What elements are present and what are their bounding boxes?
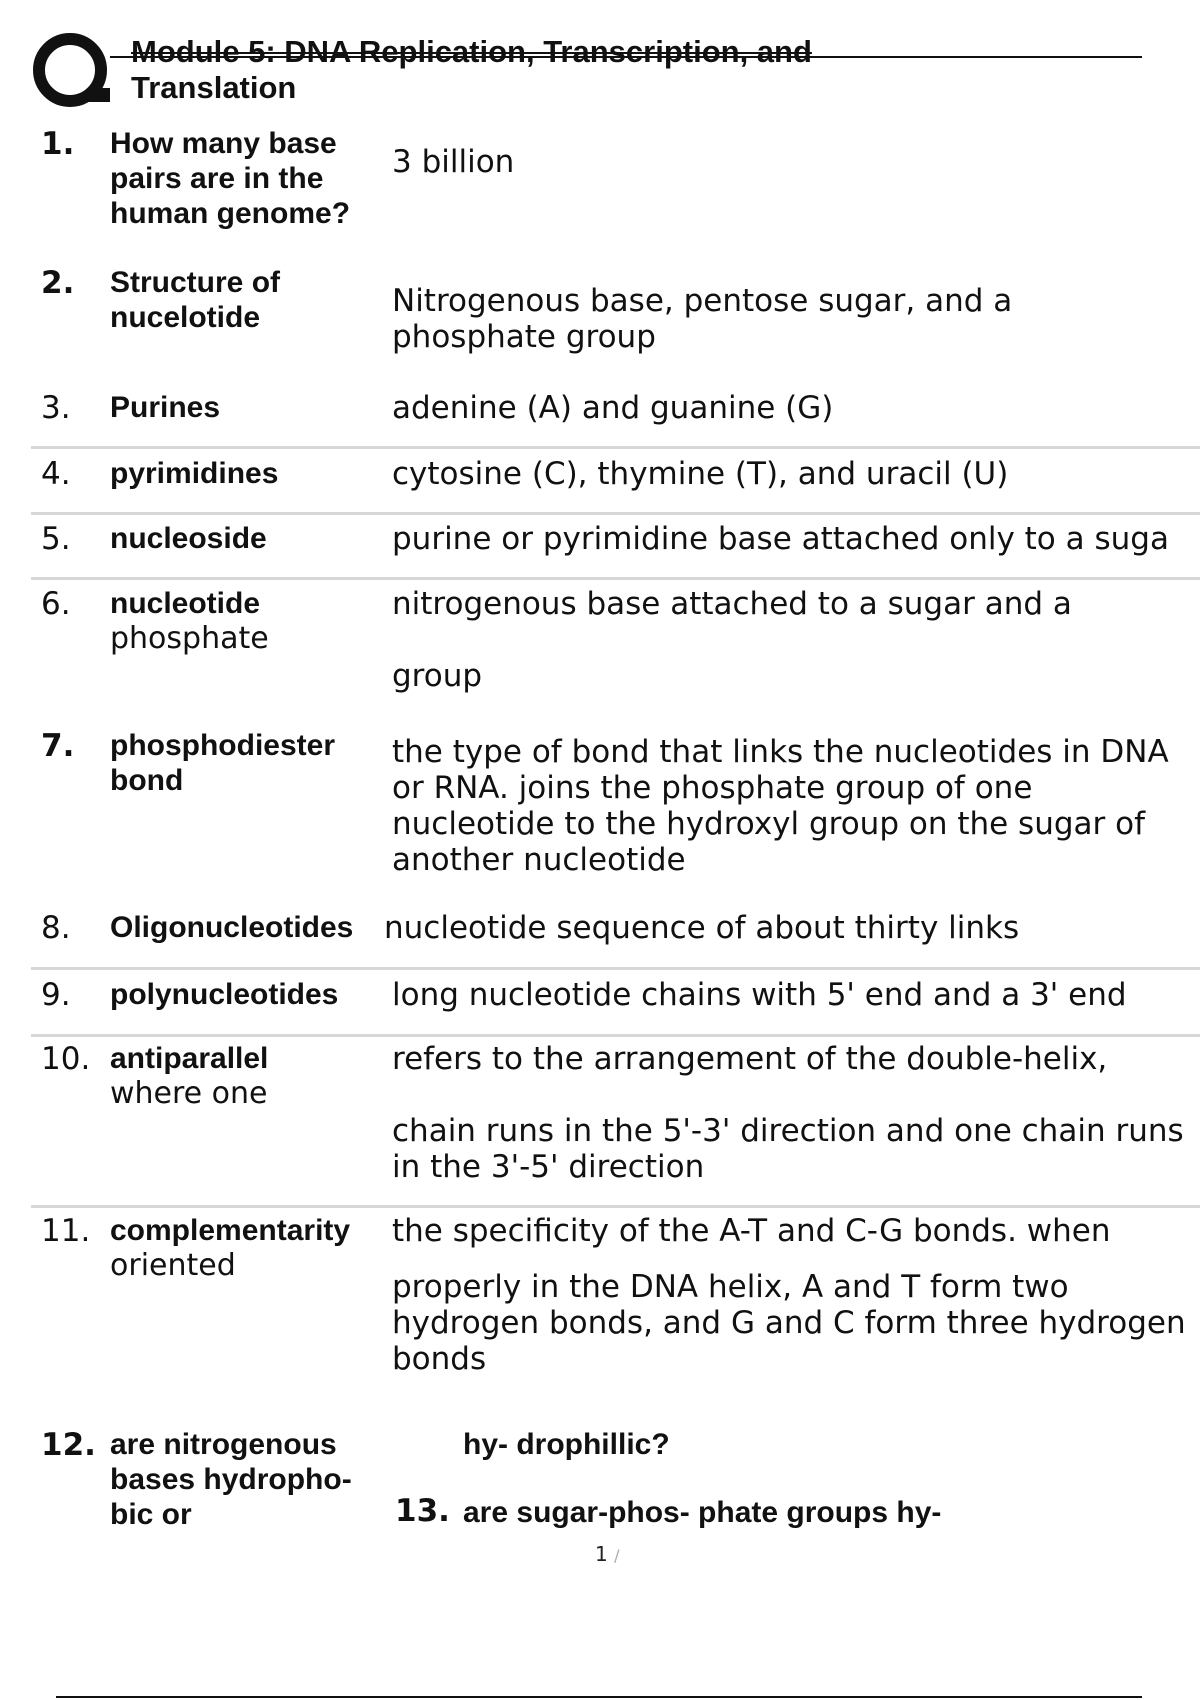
item-number: 3. (41, 390, 71, 426)
item-definition: long nucleotide chains with 5' end and a 3' end (392, 977, 1127, 1013)
item-number: 5. (41, 521, 71, 557)
item-term-label: nucleotide (110, 587, 261, 620)
item-term (110, 1041, 380, 1112)
item-term-label: antiparallel (110, 1042, 269, 1075)
item-definition: nucleotide sequence of about thirty links (384, 910, 1020, 946)
footer-rule (56, 1696, 1142, 1698)
item-term: phosphodiester bond (110, 729, 336, 797)
item-term-extra: phosphate (110, 621, 269, 656)
item-number: 9. (41, 977, 71, 1013)
item-definition: purine or pyrimidine base attached only to a suga (392, 521, 1169, 557)
logo-icon (32, 32, 110, 110)
item-term: polynucleotides (110, 978, 339, 1011)
item-definition-cont: properly in the DNA helix, A and T form two hydrogen bonds, and G and C form three hydrogen bonds (392, 1269, 1186, 1377)
item-term: Oligonucleotides (110, 911, 354, 944)
item-term: nucleoside (110, 522, 267, 555)
item-term-label: complementarity (110, 1214, 351, 1247)
item-number: 7. (41, 728, 75, 764)
item-definition (392, 586, 1192, 694)
row-divider (31, 1034, 1200, 1037)
item-number: 1. (41, 126, 75, 162)
item-definition: adenine (A) and guanine (G) (392, 390, 834, 426)
row-divider (31, 577, 1200, 580)
item-definition-text: the specificity of the A-T and C-G bonds. when (392, 1213, 1111, 1249)
item-term: Purines (110, 391, 221, 424)
row-divider (31, 512, 1200, 515)
item-number: 8. (41, 910, 71, 946)
item-term-extra: oriented (110, 1248, 236, 1283)
item-definition-text: nitrogenous base attached to a sugar and a (392, 586, 1072, 622)
item-definition (392, 1041, 1192, 1185)
item-definition: cytosine (C), thymine (T), and uracil (U) (392, 456, 1009, 492)
row-divider (31, 967, 1200, 970)
item-definition: hy- drophillic? (463, 1428, 670, 1461)
item-number: 12. (41, 1427, 96, 1463)
item-term: are sugar-phos- phate groups hy- (463, 1496, 942, 1529)
item-number: 10. (41, 1041, 91, 1077)
page-number-separator: / (614, 1546, 620, 1565)
item-number: 13. (395, 1493, 450, 1529)
item-number: 2. (41, 265, 75, 301)
page-number-value: 1 (595, 1542, 608, 1566)
item-definition: 3 billion (392, 144, 515, 180)
item-definition-cont: group (392, 658, 483, 694)
item-number: 11. (41, 1213, 91, 1249)
item-term (110, 1213, 380, 1284)
item-term: How many base pairs are in the human genome? (110, 127, 351, 230)
item-term (110, 586, 380, 657)
page-number (595, 1542, 619, 1566)
item-term: Structure of nucelotide (110, 266, 281, 334)
item-definition (392, 1213, 1192, 1377)
item-number: 6. (41, 586, 71, 622)
item-number: 4. (41, 456, 71, 492)
item-definition: Nitrogenous base, pentose sugar, and a phosphate group (392, 283, 1013, 355)
item-definition-text: refers to the arrangement of the double-helix, (392, 1041, 1108, 1077)
item-term-extra: where one (110, 1076, 268, 1111)
page-title (131, 34, 1141, 106)
page-title-line2: Translation (131, 70, 297, 105)
item-term: are nitrogenous bases hydropho- bic or (110, 1428, 352, 1531)
row-divider (31, 446, 1200, 449)
item-definition-cont: chain runs in the 5'-3' direction and one chain runs in the 3'-5' direction (392, 1113, 1184, 1185)
row-divider (31, 1205, 1200, 1208)
item-definition: the type of bond that links the nucleotides in DNA or RNA. joins the phosphate group of one nucleotide to the hydroxyl group on the sugar of another nucleotide (392, 734, 1169, 878)
item-term: pyrimidines (110, 457, 279, 490)
page-title-line1: Module 5: DNA Replication, Transcription, and (131, 34, 812, 69)
